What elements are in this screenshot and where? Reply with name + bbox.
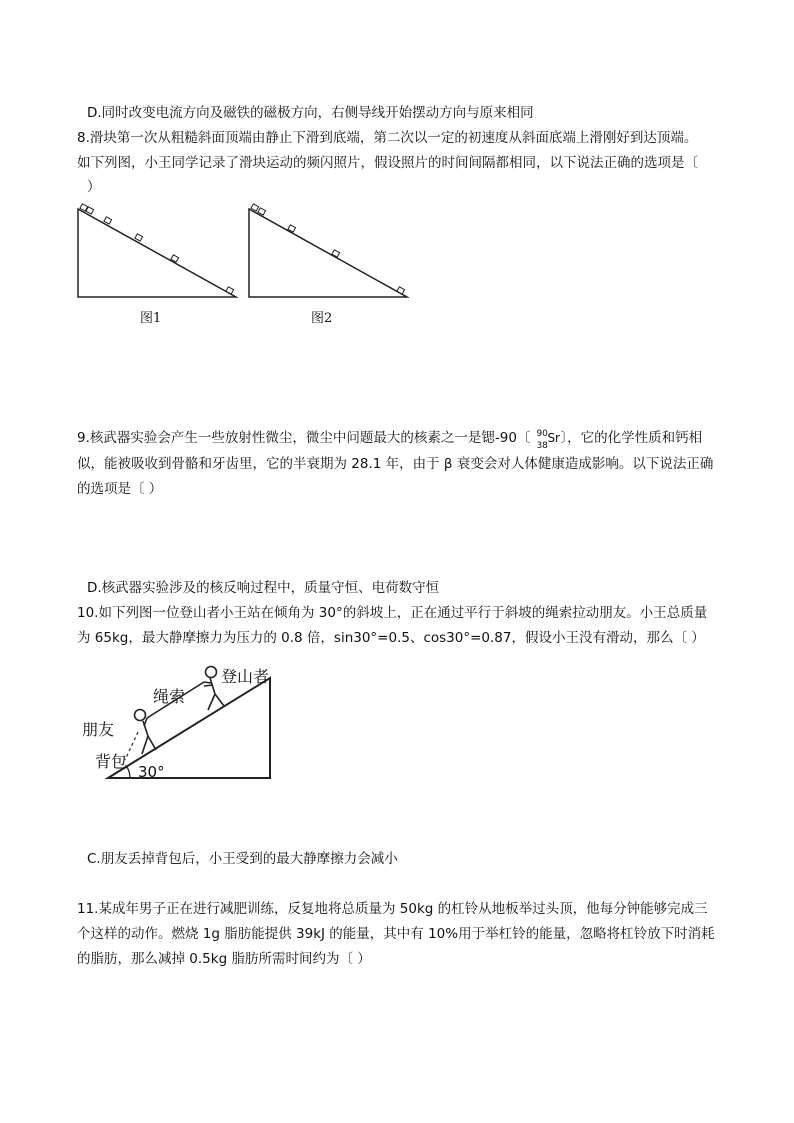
q9-stem-line3: 的选项是〔 ）	[77, 481, 163, 497]
q8-stem-line1: 8.滑块第一次从粗糙斜面顶端由静止下滑到底端，第二次以一定的初速度从斜面底端上滑刚好到达顶端。	[77, 130, 698, 146]
label-climber: 登山者	[221, 667, 270, 686]
q11-stem-line2: 个这样的动作。燃烧 1g 脂肪能提供 39kJ 的能量，其中有 10%用于举杠铃的能量，忽略将杠铃放下时消耗	[77, 926, 715, 942]
q7-option-d: D.同时改变电流方向及磁铁的磁极方向，右侧导线开始摆动方向与原来相同	[87, 105, 534, 121]
label-backpack: 背包	[95, 752, 128, 771]
q8-caption-1: 图1	[140, 311, 162, 326]
q8-figure-2	[245, 203, 411, 299]
q8-stem-line3: ）	[87, 179, 101, 195]
q9-stem-line1-end: 〕，它的化学性质和钙相	[560, 430, 703, 446]
q9-stem-line1-start: 9.核武器实验会产生一些放射性微尘，微尘中问题最大的核素之一是锶-90〔	[77, 430, 531, 446]
nuclide-mass-number: 90	[536, 429, 548, 439]
label-friend: 朋友	[82, 720, 115, 739]
nuclide-element: Sr	[547, 431, 560, 445]
q11-stem-line3: 的脂肪，那么减掉 0.5kg 脂肪所需时间约为〔 ）	[77, 951, 371, 967]
q10-option-c: C.朋友丢掉背包后，小王受到的最大静摩擦力会减小	[87, 851, 398, 867]
q10-stem-line2: 为 65kg，最大静摩擦力为压力的 0.8 倍，sin30°=0.5、cos30°=0.87，假设小王没有滑动，那么〔 ）	[77, 630, 705, 646]
q8-figure-1	[74, 203, 240, 299]
q9-stem-line1	[77, 429, 703, 451]
q9-option-d: D.核武器实验涉及的核反响过程中，质量守恒、电荷数守恒	[87, 580, 440, 596]
q10-stem-line1: 10.如下列图一位登山者小王站在倾角为 30°的斜坡上，正在通过平行于斜坡的绳索拉动朋友。小王总质量	[77, 605, 708, 621]
q9-stem-line2: 似，能被吸收到骨骼和牙齿里，它的半衰期为 28.1 年，由于 β 衰变会对人体健康造成影响。以下说法正确	[77, 456, 714, 472]
label-angle: 30°	[138, 763, 165, 781]
q8-caption-2: 图2	[311, 311, 333, 326]
q11-stem-line1: 11.某成年男子正在进行减肥训练，反复地将总质量为 50kg 的杠铃从地板举过头顶，他每分钟能够完成三	[77, 901, 708, 917]
q8-stem-line2: 如下列图，小王同学记录了滑块运动的频闪照片，假设照片的时间间隔都相同，以下说法正确的选项是〔	[77, 155, 698, 171]
label-rope: 绳索	[153, 687, 186, 706]
nuclide-atomic-number: 38	[536, 441, 548, 451]
sr90-nuclide-symbol	[536, 429, 560, 451]
